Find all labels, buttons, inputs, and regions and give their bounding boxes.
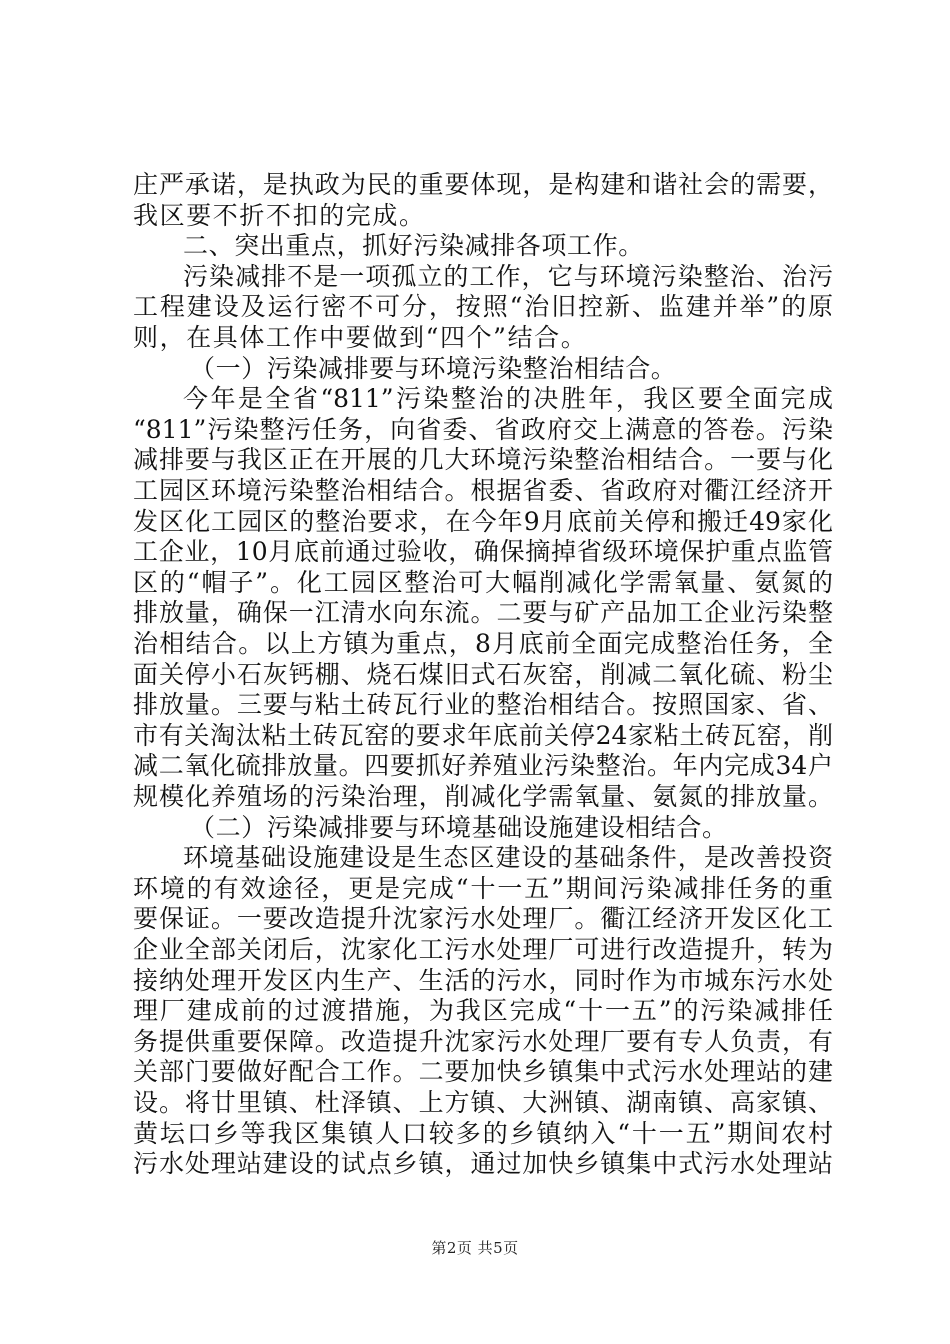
text-line: 环境的有效途径，更是完成“十一五”期间污染减排任务的重 (133, 873, 833, 903)
text-line: 要保证。一要改造提升沈家污水处理厂。衢江经济开发区化工 (133, 904, 833, 934)
text-line: 接纳处理开发区内生产、生活的污水，同时作为市城东污水处 (133, 965, 833, 995)
text-line: 我区要不折不扣的完成。 (133, 200, 426, 230)
subsection-heading: （二）污染减排要与环境基础设施建设相结合。 (190, 812, 728, 842)
text-line: 关部门要做好配合工作。二要加快乡镇集中式污水处理站的建 (133, 1057, 833, 1087)
text-line: 规模化养殖场的污染治理，削减化学需氧量、氨氮的排放量。 (133, 782, 833, 811)
text-line: 发区化工园区的整治要求，在今年9月底前关停和搬迁49家化 (133, 506, 833, 536)
subsection-heading: （一）污染减排要与环境污染整治相结合。 (190, 353, 677, 383)
text-line: 企业全部关闭后，沈家化工污水处理厂可进行改造提升，转为 (133, 935, 833, 964)
text-line: 务提供重要保障。改造提升沈家污水处理厂要有专人负责，有 (133, 1026, 833, 1056)
text-line: 环境基础设施建设是生态区建设的基础条件，是改善投资 (183, 843, 833, 873)
text-line: 减二氧化硫排放量。四要抓好养殖业污染整治。年内完成34户 (133, 751, 833, 781)
text-line: 污水处理站建设的试点乡镇，通过加快乡镇集中式污水处理站 (133, 1149, 833, 1179)
text-line: 今年是全省“811”污染整治的决胜年，我区要全面完成 (183, 384, 833, 414)
text-line: 排放量，确保一江清水向东流。二要与矿产品加工企业污染整 (133, 598, 833, 628)
section-heading: 二、突出重点，抓好污染减排各项工作。 (183, 231, 644, 261)
text-line: 面关停小石灰钙棚、烧石煤旧式石灰窑，削减二氧化硫、粉尘 (133, 659, 833, 689)
text-line: 减排要与我区正在开展的几大环境污染整治相结合。一要与化 (133, 445, 833, 475)
text-line: 庄严承诺，是执政为民的重要体现，是构建和谐社会的需要， (133, 170, 833, 199)
page-number-footer: 第2页 共5页 (431, 1239, 519, 1257)
text-line: 工程建设及运行密不可分，按照“治旧控新、监建并举”的原 (133, 292, 833, 322)
text-line: 设。将廿里镇、杜泽镇、上方镇、大洲镇、湖南镇、高家镇、 (133, 1088, 833, 1117)
text-line: 则，在具体工作中要做到“四个”结合。 (133, 323, 588, 352)
text-line: 治相结合。以上方镇为重点，8月底前全面完成整治任务，全 (133, 629, 833, 658)
text-line: 黄坛口乡等我区集镇人口较多的乡镇纳入“十一五”期间农村 (133, 1118, 833, 1148)
text-line: 排放量。三要与粘土砖瓦行业的整治相结合。按照国家、省、 (133, 690, 833, 720)
text-line: 区的“帽子”。化工园区整治可大幅削减化学需氧量、氨氮的 (133, 567, 833, 597)
text-line: 理厂建成前的过渡措施，为我区完成“十一五”的污染减排任 (133, 996, 833, 1026)
text-line: 污染减排不是一项孤立的工作，它与环境污染整治、治污 (183, 261, 833, 291)
text-line: 市有关淘汰粘土砖瓦窑的要求年底前关停24家粘土砖瓦窑，削 (133, 720, 833, 750)
text-line: “811”污染整污任务，向省委、省政府交上满意的答卷。污染 (133, 414, 833, 444)
text-line: 工企业，10月底前通过验收，确保摘掉省级环境保护重点监管 (133, 537, 833, 567)
text-line: 工园区环境污染整治相结合。根据省委、省政府对衢江经济开 (133, 476, 833, 505)
